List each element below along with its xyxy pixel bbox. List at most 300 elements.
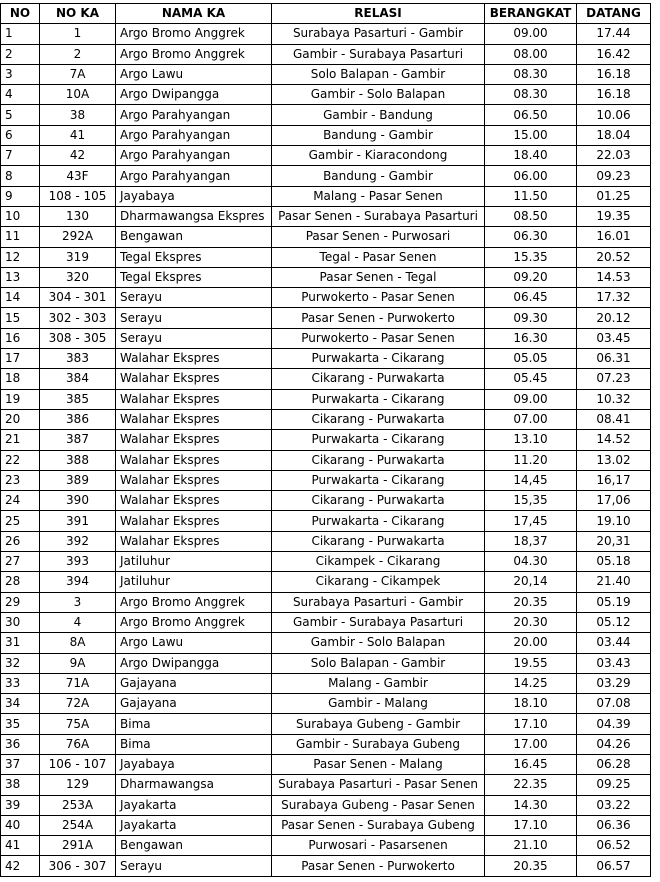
cell-datang: 03.44 [577,633,651,653]
cell-datang: 06.28 [577,754,651,774]
table-row [1,633,651,653]
cell-nama-ka: Argo Parahyangan [116,146,272,166]
cell-datang: 04.26 [577,734,651,754]
cell-berangkat: 05.05 [485,349,577,369]
cell-relasi: Surabaya Pasarturi - Gambir [272,592,485,612]
cell-datang: 19.10 [577,511,651,531]
cell-nama-ka: Jayakarta [116,795,272,815]
cell-nama-ka: Argo Dwipangga [116,85,272,105]
cell-datang: 09.23 [577,166,651,186]
cell-relasi: Purwakarta - Cikarang [272,511,485,531]
table-row [1,186,651,206]
header-row [1,4,651,24]
cell-relasi: Cikarang - Purwakarta [272,450,485,470]
cell-no-ka: 320 [40,267,116,287]
cell-no: 10 [1,206,40,226]
cell-nama-ka: Dharmawangsa [116,775,272,795]
cell-no-ka: 7A [40,64,116,84]
cell-no-ka: 389 [40,470,116,490]
cell-nama-ka: Jayakarta [116,815,272,835]
cell-berangkat: 14.30 [485,795,577,815]
cell-berangkat: 04.30 [485,552,577,572]
cell-relasi: Purwakarta - Cikarang [272,389,485,409]
cell-berangkat: 20.35 [485,592,577,612]
cell-datang: 06.31 [577,349,651,369]
cell-no: 25 [1,511,40,531]
header-relasi: RELASI [272,4,485,24]
cell-no-ka: 75A [40,714,116,734]
cell-no: 42 [1,856,40,876]
cell-berangkat: 09.00 [485,389,577,409]
cell-no: 32 [1,653,40,673]
cell-no: 4 [1,85,40,105]
cell-relasi: Purwakarta - Cikarang [272,349,485,369]
cell-no: 31 [1,633,40,653]
cell-no-ka: 254A [40,815,116,835]
table-row [1,146,651,166]
cell-datang: 13.02 [577,450,651,470]
cell-nama-ka: Walahar Ekspres [116,369,272,389]
cell-nama-ka: Argo Lawu [116,633,272,653]
table-row [1,511,651,531]
cell-nama-ka: Gajayana [116,694,272,714]
cell-berangkat: 15,35 [485,491,577,511]
cell-datang: 21.40 [577,572,651,592]
table-row [1,673,651,693]
cell-datang: 03.45 [577,328,651,348]
cell-no-ka: 308 - 305 [40,328,116,348]
cell-relasi: Gambir - Solo Balapan [272,85,485,105]
cell-no: 38 [1,775,40,795]
cell-no-ka: 129 [40,775,116,795]
cell-no-ka: 384 [40,369,116,389]
cell-relasi: Solo Balapan - Gambir [272,64,485,84]
cell-datang: 07.08 [577,694,651,714]
cell-relasi: Gambir - Kiaracondong [272,146,485,166]
cell-no-ka: 43F [40,166,116,186]
cell-relasi: Pasar Senen - Tegal [272,267,485,287]
cell-relasi: Purwakarta - Cikarang [272,430,485,450]
table-row [1,288,651,308]
cell-berangkat: 19.55 [485,653,577,673]
cell-nama-ka: Argo Lawu [116,64,272,84]
cell-datang: 04.39 [577,714,651,734]
cell-datang: 18.04 [577,125,651,145]
cell-datang: 17,06 [577,491,651,511]
cell-berangkat: 09.20 [485,267,577,287]
table-row [1,247,651,267]
cell-nama-ka: Walahar Ekspres [116,470,272,490]
cell-berangkat: 11.20 [485,450,577,470]
cell-datang: 17.32 [577,288,651,308]
cell-no: 16 [1,328,40,348]
cell-datang: 20,31 [577,531,651,551]
cell-no-ka: 42 [40,146,116,166]
cell-no: 40 [1,815,40,835]
cell-no: 30 [1,612,40,632]
cell-relasi: Gambir - Surabaya Pasarturi [272,44,485,64]
cell-berangkat: 07.00 [485,409,577,429]
cell-no-ka: 8A [40,633,116,653]
table-row [1,592,651,612]
cell-nama-ka: Dharmawangsa Ekspres [116,206,272,226]
cell-relasi: Pasar Senen - Surabaya Gubeng [272,815,485,835]
header-datang: DATANG [577,4,651,24]
cell-berangkat: 08.30 [485,85,577,105]
cell-no: 1 [1,24,40,44]
table-row [1,166,651,186]
cell-datang: 06.57 [577,856,651,876]
cell-relasi: Cikarang - Cikampek [272,572,485,592]
cell-berangkat: 17,45 [485,511,577,531]
cell-berangkat: 20,14 [485,572,577,592]
cell-berangkat: 15.00 [485,125,577,145]
table-row [1,430,651,450]
cell-no: 15 [1,308,40,328]
cell-no-ka: 108 - 105 [40,186,116,206]
cell-berangkat: 20.35 [485,856,577,876]
cell-berangkat: 20.30 [485,612,577,632]
cell-relasi: Surabaya Pasarturi - Pasar Senen [272,775,485,795]
cell-no: 13 [1,267,40,287]
cell-no-ka: 130 [40,206,116,226]
cell-nama-ka: Jayabaya [116,754,272,774]
cell-nama-ka: Jayabaya [116,186,272,206]
table-row [1,206,651,226]
cell-no-ka: 304 - 301 [40,288,116,308]
cell-no: 2 [1,44,40,64]
cell-no: 3 [1,64,40,84]
cell-relasi: Pasar Senen - Purwokerto [272,856,485,876]
cell-datang: 16.18 [577,64,651,84]
cell-no-ka: 319 [40,247,116,267]
cell-datang: 16.18 [577,85,651,105]
cell-datang: 16.01 [577,227,651,247]
cell-no: 26 [1,531,40,551]
cell-relasi: Pasar Senen - Purwokerto [272,308,485,328]
cell-relasi: Cikarang - Purwakarta [272,491,485,511]
cell-relasi: Purwokerto - Pasar Senen [272,328,485,348]
cell-no-ka: 4 [40,612,116,632]
cell-datang: 08.41 [577,409,651,429]
table-body [1,24,651,876]
table-row [1,612,651,632]
cell-relasi: Pasar Senen - Surabaya Pasarturi [272,206,485,226]
cell-relasi: Pasar Senen - Malang [272,754,485,774]
cell-nama-ka: Serayu [116,288,272,308]
cell-no: 34 [1,694,40,714]
cell-nama-ka: Serayu [116,308,272,328]
table-row [1,450,651,470]
cell-relasi: Bandung - Gambir [272,125,485,145]
cell-relasi: Malang - Pasar Senen [272,186,485,206]
cell-berangkat: 08.50 [485,206,577,226]
cell-no-ka: 1 [40,24,116,44]
cell-relasi: Gambir - Malang [272,694,485,714]
cell-no-ka: 38 [40,105,116,125]
cell-nama-ka: Argo Bromo Anggrek [116,612,272,632]
cell-relasi: Purwosari - Pasarsenen [272,836,485,856]
cell-nama-ka: Walahar Ekspres [116,349,272,369]
cell-nama-ka: Walahar Ekspres [116,491,272,511]
cell-no-ka: 391 [40,511,116,531]
cell-no-ka: 392 [40,531,116,551]
cell-no: 33 [1,673,40,693]
cell-nama-ka: Walahar Ekspres [116,511,272,531]
cell-berangkat: 08.30 [485,64,577,84]
cell-no: 36 [1,734,40,754]
cell-relasi: Tegal - Pasar Senen [272,247,485,267]
cell-datang: 14.53 [577,267,651,287]
cell-datang: 10.32 [577,389,651,409]
cell-no: 24 [1,491,40,511]
cell-nama-ka: Serayu [116,856,272,876]
cell-datang: 06.52 [577,836,651,856]
header-no: NO [1,4,40,24]
cell-relasi: Gambir - Surabaya Pasarturi [272,612,485,632]
header-no-ka: NO KA [40,4,116,24]
cell-datang: 03.43 [577,653,651,673]
cell-no-ka: 387 [40,430,116,450]
cell-datang: 06.36 [577,815,651,835]
cell-relasi: Cikarang - Purwakarta [272,369,485,389]
table-row [1,328,651,348]
cell-no-ka: 393 [40,552,116,572]
cell-berangkat: 14,45 [485,470,577,490]
cell-nama-ka: Bengawan [116,836,272,856]
cell-nama-ka: Argo Parahyangan [116,166,272,186]
cell-datang: 17.44 [577,24,651,44]
cell-no: 9 [1,186,40,206]
table-row [1,64,651,84]
cell-nama-ka: Serayu [116,328,272,348]
cell-berangkat: 06.50 [485,105,577,125]
cell-no-ka: 3 [40,592,116,612]
cell-relasi: Gambir - Solo Balapan [272,633,485,653]
cell-no: 35 [1,714,40,734]
cell-berangkat: 17.10 [485,815,577,835]
cell-no-ka: 292A [40,227,116,247]
cell-nama-ka: Bengawan [116,227,272,247]
table-row [1,308,651,328]
table-row [1,44,651,64]
cell-no-ka: 302 - 303 [40,308,116,328]
table-row [1,267,651,287]
table-row [1,227,651,247]
cell-relasi: Purwokerto - Pasar Senen [272,288,485,308]
cell-berangkat: 16.45 [485,754,577,774]
table-row [1,714,651,734]
cell-no: 14 [1,288,40,308]
table-row [1,409,651,429]
cell-nama-ka: Walahar Ekspres [116,389,272,409]
table-row [1,349,651,369]
cell-no: 12 [1,247,40,267]
cell-datang: 10.06 [577,105,651,125]
cell-no: 20 [1,409,40,429]
cell-berangkat: 16.30 [485,328,577,348]
cell-no: 19 [1,389,40,409]
cell-no: 18 [1,369,40,389]
cell-no-ka: 71A [40,673,116,693]
table-row [1,856,651,876]
table-row [1,389,651,409]
cell-relasi: Pasar Senen - Purwosari [272,227,485,247]
cell-no: 37 [1,754,40,774]
cell-relasi: Surabaya Gubeng - Pasar Senen [272,795,485,815]
cell-no-ka: 386 [40,409,116,429]
header-berangkat: BERANGKAT [485,4,577,24]
train-schedule-table [0,3,651,877]
cell-nama-ka: Gajayana [116,673,272,693]
cell-berangkat: 09.00 [485,24,577,44]
cell-berangkat: 11.50 [485,186,577,206]
cell-no: 27 [1,552,40,572]
cell-datang: 20.52 [577,247,651,267]
cell-nama-ka: Argo Bromo Anggrek [116,24,272,44]
cell-berangkat: 06.00 [485,166,577,186]
cell-datang: 05.19 [577,592,651,612]
cell-relasi: Purwakarta - Cikarang [272,470,485,490]
cell-relasi: Cikampek - Cikarang [272,552,485,572]
table-row [1,836,651,856]
table-row [1,775,651,795]
cell-nama-ka: Bima [116,714,272,734]
cell-no: 22 [1,450,40,470]
cell-nama-ka: Argo Bromo Anggrek [116,592,272,612]
cell-berangkat: 14.25 [485,673,577,693]
cell-berangkat: 18.10 [485,694,577,714]
cell-berangkat: 06.30 [485,227,577,247]
cell-nama-ka: Tegal Ekspres [116,267,272,287]
cell-berangkat: 08.00 [485,44,577,64]
cell-nama-ka: Bima [116,734,272,754]
cell-datang: 16,17 [577,470,651,490]
cell-datang: 14.52 [577,430,651,450]
cell-relasi: Malang - Gambir [272,673,485,693]
cell-no: 6 [1,125,40,145]
cell-no-ka: 41 [40,125,116,145]
table-row [1,572,651,592]
table-row [1,754,651,774]
cell-no-ka: 253A [40,795,116,815]
cell-datang: 22.03 [577,146,651,166]
table-row [1,491,651,511]
cell-no-ka: 76A [40,734,116,754]
cell-no-ka: 390 [40,491,116,511]
cell-berangkat: 18,37 [485,531,577,551]
cell-no-ka: 306 - 307 [40,856,116,876]
cell-relasi: Gambir - Surabaya Gubeng [272,734,485,754]
cell-berangkat: 17.10 [485,714,577,734]
cell-no: 28 [1,572,40,592]
cell-no-ka: 106 - 107 [40,754,116,774]
table-row [1,125,651,145]
cell-no-ka: 291A [40,836,116,856]
cell-relasi: Gambir - Bandung [272,105,485,125]
cell-relasi: Bandung - Gambir [272,166,485,186]
cell-no-ka: 10A [40,85,116,105]
cell-datang: 07.23 [577,369,651,389]
cell-berangkat: 21.10 [485,836,577,856]
cell-no-ka: 394 [40,572,116,592]
cell-no: 23 [1,470,40,490]
cell-no: 39 [1,795,40,815]
table-row [1,694,651,714]
cell-nama-ka: Jatiluhur [116,572,272,592]
cell-relasi: Surabaya Pasarturi - Gambir [272,24,485,44]
cell-relasi: Cikarang - Purwakarta [272,409,485,429]
cell-no: 11 [1,227,40,247]
cell-no-ka: 2 [40,44,116,64]
cell-nama-ka: Jatiluhur [116,552,272,572]
cell-berangkat: 15.35 [485,247,577,267]
table-row [1,552,651,572]
cell-no-ka: 388 [40,450,116,470]
table-row [1,531,651,551]
cell-no: 17 [1,349,40,369]
cell-no-ka: 383 [40,349,116,369]
table-row [1,105,651,125]
cell-berangkat: 05.45 [485,369,577,389]
cell-datang: 20.12 [577,308,651,328]
cell-no: 41 [1,836,40,856]
cell-berangkat: 18.40 [485,146,577,166]
cell-no-ka: 72A [40,694,116,714]
cell-nama-ka: Walahar Ekspres [116,450,272,470]
cell-datang: 01.25 [577,186,651,206]
cell-berangkat: 06.45 [485,288,577,308]
header-nama-ka: NAMA KA [116,4,272,24]
cell-datang: 19.35 [577,206,651,226]
table-row [1,85,651,105]
cell-nama-ka: Tegal Ekspres [116,247,272,267]
cell-datang: 05.18 [577,552,651,572]
table-row [1,369,651,389]
cell-berangkat: 22.35 [485,775,577,795]
cell-datang: 05.12 [577,612,651,632]
cell-relasi: Solo Balapan - Gambir [272,653,485,673]
table-row [1,795,651,815]
cell-berangkat: 09.30 [485,308,577,328]
cell-berangkat: 17.00 [485,734,577,754]
table-row [1,470,651,490]
table-row [1,653,651,673]
cell-nama-ka: Argo Parahyangan [116,125,272,145]
cell-no: 7 [1,146,40,166]
cell-no: 8 [1,166,40,186]
cell-nama-ka: Argo Bromo Anggrek [116,44,272,64]
cell-relasi: Cikarang - Purwakarta [272,531,485,551]
cell-datang: 03.29 [577,673,651,693]
cell-no: 5 [1,105,40,125]
cell-no-ka: 385 [40,389,116,409]
cell-datang: 16.42 [577,44,651,64]
cell-nama-ka: Walahar Ekspres [116,409,272,429]
cell-nama-ka: Argo Parahyangan [116,105,272,125]
cell-relasi: Surabaya Gubeng - Gambir [272,714,485,734]
table-row [1,734,651,754]
cell-nama-ka: Walahar Ekspres [116,430,272,450]
cell-datang: 03.22 [577,795,651,815]
cell-berangkat: 20.00 [485,633,577,653]
cell-nama-ka: Argo Dwipangga [116,653,272,673]
table-row [1,815,651,835]
cell-no-ka: 9A [40,653,116,673]
cell-berangkat: 13.10 [485,430,577,450]
cell-no: 21 [1,430,40,450]
cell-no: 29 [1,592,40,612]
